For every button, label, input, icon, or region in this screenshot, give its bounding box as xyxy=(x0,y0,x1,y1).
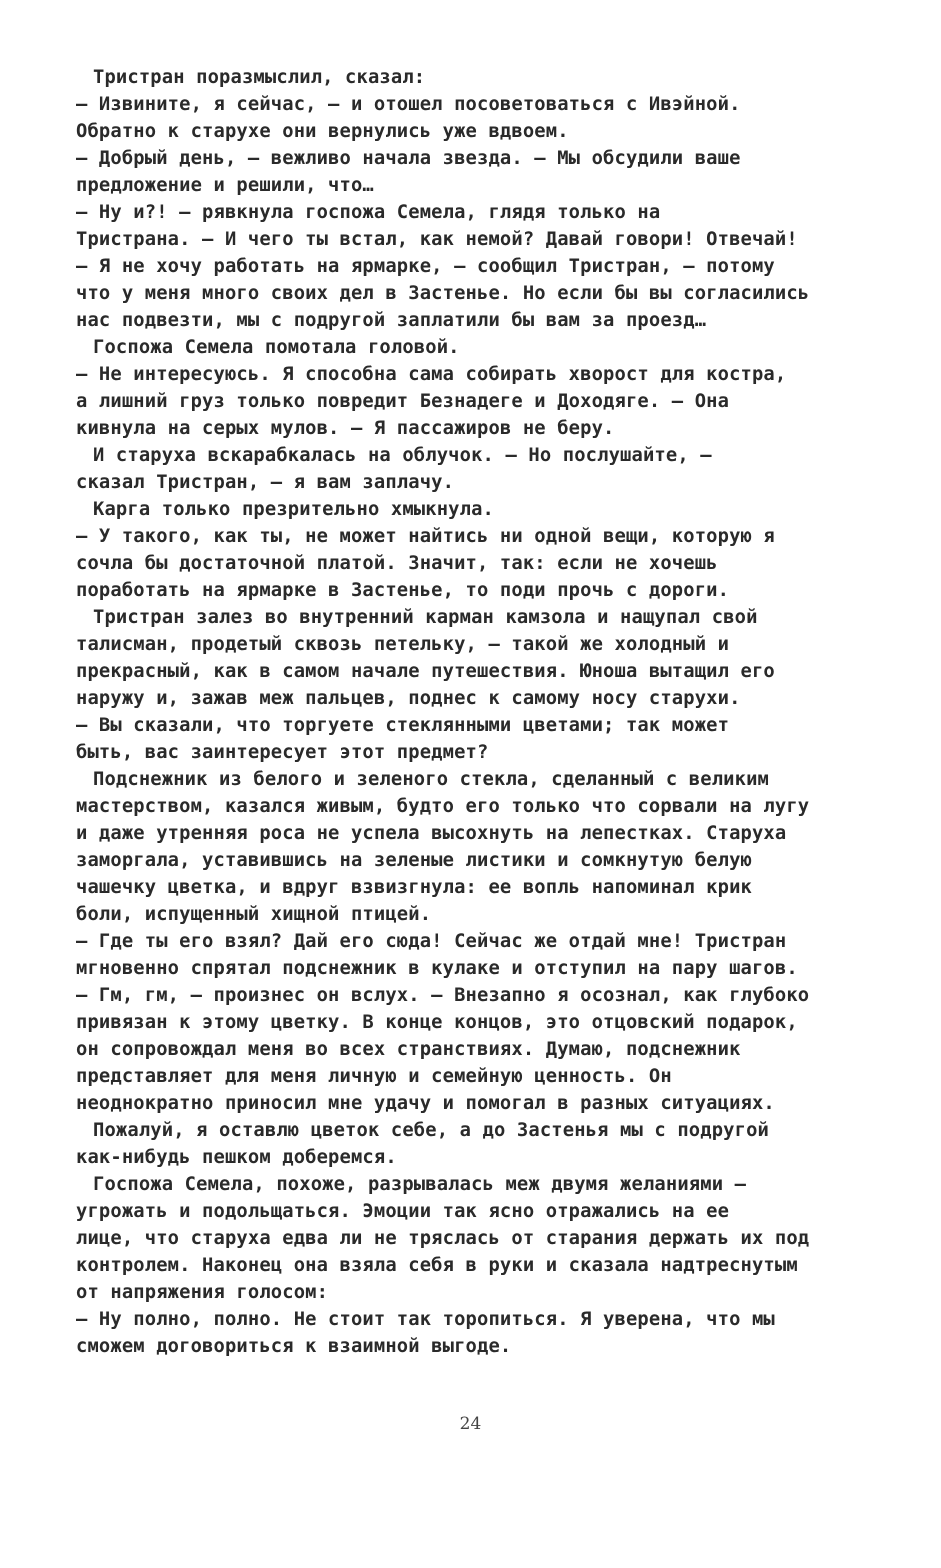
text-line: он сопровождал меня во всех странствиях. Думаю, подснежник xyxy=(76,1039,741,1060)
text-line: привязан к этому цветку. В конце концов, это отцовский подарок, xyxy=(76,1012,798,1033)
text-line: Пожалуй, я оставлю цветок себе, а до Застенья мы с подругой xyxy=(93,1120,769,1141)
text-line: Карга только презрительно хмыкнула. xyxy=(93,499,495,520)
text-line: кивнула на серых мулов. — Я пассажиров не беру. xyxy=(76,418,615,439)
text-line: поработать на ярмарке в Застенье, то поди прочь с дороги. xyxy=(76,580,730,601)
text-line: предложение и решили, что… xyxy=(76,175,374,196)
text-line: — Где ты его взял? Дай его сюда! Сейчас же отдай мне! Тристран xyxy=(76,931,787,952)
text-line: — Я не хочу работать на ярмарке, — сообщил Тристран, — потому xyxy=(76,256,775,277)
text-line: сможем договориться к взаимной выгоде. xyxy=(76,1336,512,1357)
text-line: контролем. Наконец она взяла себя в руки и сказала надтреснутым xyxy=(76,1255,798,1276)
text-line: — У такого, как ты, не может найтись ни одной вещи, которую я xyxy=(76,526,775,547)
text-line: — Гм, гм, — произнес он вслух. — Внезапно я осознал, как глубоко xyxy=(76,985,810,1006)
text-line: боли, испущенный хищной птицей. xyxy=(76,904,432,925)
page-number: 24 xyxy=(459,1414,482,1434)
text-line: сочла бы достаточной платой. Значит, так: если не хочешь xyxy=(76,553,718,574)
text-line: лице, что старуха едва ли не тряслась от старания держать их под xyxy=(76,1228,810,1249)
text-line: наружу и, зажав меж пальцев, поднес к самому носу старухи. xyxy=(76,688,741,709)
text-line: Госпожа Семела помотала головой. xyxy=(93,337,460,358)
text-line: — Добрый день, — вежливо начала звезда. — Мы обсудили ваше xyxy=(76,148,741,169)
text-line: нас подвезти, мы с подругой заплатили бы вам за проезд… xyxy=(76,310,707,331)
text-line: мастерством, казался живым, будто его только что сорвали на лугу xyxy=(76,796,810,817)
text-line: Тристран залез во внутренний карман камзола и нащупал свой xyxy=(93,607,758,628)
text-line: И старуха вскарабкалась на облучок. — Но послушайте, — xyxy=(93,445,712,466)
text-line: Тристрана. — И чего ты встал, как немой? Давай говори! Отвечай! xyxy=(76,229,798,250)
text-line: чашечку цветка, и вдруг взвизгнула: ее вопль напоминал крик xyxy=(76,877,752,898)
text-line: неоднократно приносил мне удачу и помогал в разных ситуациях. xyxy=(76,1093,775,1114)
text-line: — Ну полно, полно. Не стоит так торопиться. Я уверена, что мы xyxy=(76,1309,775,1330)
text-line: что у меня много своих дел в Застенье. Но если бы вы согласились xyxy=(76,283,810,304)
text-line: быть, вас заинтересует этот предмет? xyxy=(76,742,489,763)
text-line: Обратно к старухе они вернулись уже вдвоем. xyxy=(76,121,569,142)
text-line: сказал Тристран, — я вам заплачу. xyxy=(76,472,455,493)
text-line: — Ну и?! — рявкнула госпожа Семела, глядя только на xyxy=(76,202,661,223)
text-line: мгновенно спрятал подснежник в кулаке и отступил на пару шагов. xyxy=(76,958,798,979)
text-line: прекрасный, как в самом начале путешествия. Юноша вытащил его xyxy=(76,661,775,682)
text-line: Подснежник из белого и зеленого стекла, сделанный с великим xyxy=(93,769,769,790)
text-line: заморгала, уставившись на зеленые листики и сомкнутую белую xyxy=(76,850,752,871)
text-line: Тристран поразмыслил, сказал: xyxy=(93,67,426,88)
body-text xyxy=(76,64,876,1360)
text-line: талисман, продетый сквозь петельку, — такой же холодный и xyxy=(76,634,730,655)
text-line: а лишний груз только повредит Безнадеге и Доходяге. — Она xyxy=(76,391,730,412)
text-line: от напряжения голосом: xyxy=(76,1282,329,1303)
text-line: как-нибудь пешком доберемся. xyxy=(76,1147,397,1168)
text-line: — Не интересуюсь. Я способна сама собирать хворост для костра, xyxy=(76,364,787,385)
text-line: — Извините, я сейчас, — и отошел посоветоваться с Ивэйной. xyxy=(76,94,741,115)
text-line: Госпожа Семела, похоже, разрывалась меж двумя желаниями — xyxy=(93,1174,747,1195)
text-line: угрожать и подольщаться. Эмоции так ясно отражались на ее xyxy=(76,1201,730,1222)
text-line: — Вы сказали, что торгуете стеклянными цветами; так может xyxy=(76,715,730,736)
text-line: представляет для меня личную и семейную ценность. Он xyxy=(76,1066,672,1087)
text-line: и даже утренняя роса не успела высохнуть на лепестках. Старуха xyxy=(76,823,787,844)
